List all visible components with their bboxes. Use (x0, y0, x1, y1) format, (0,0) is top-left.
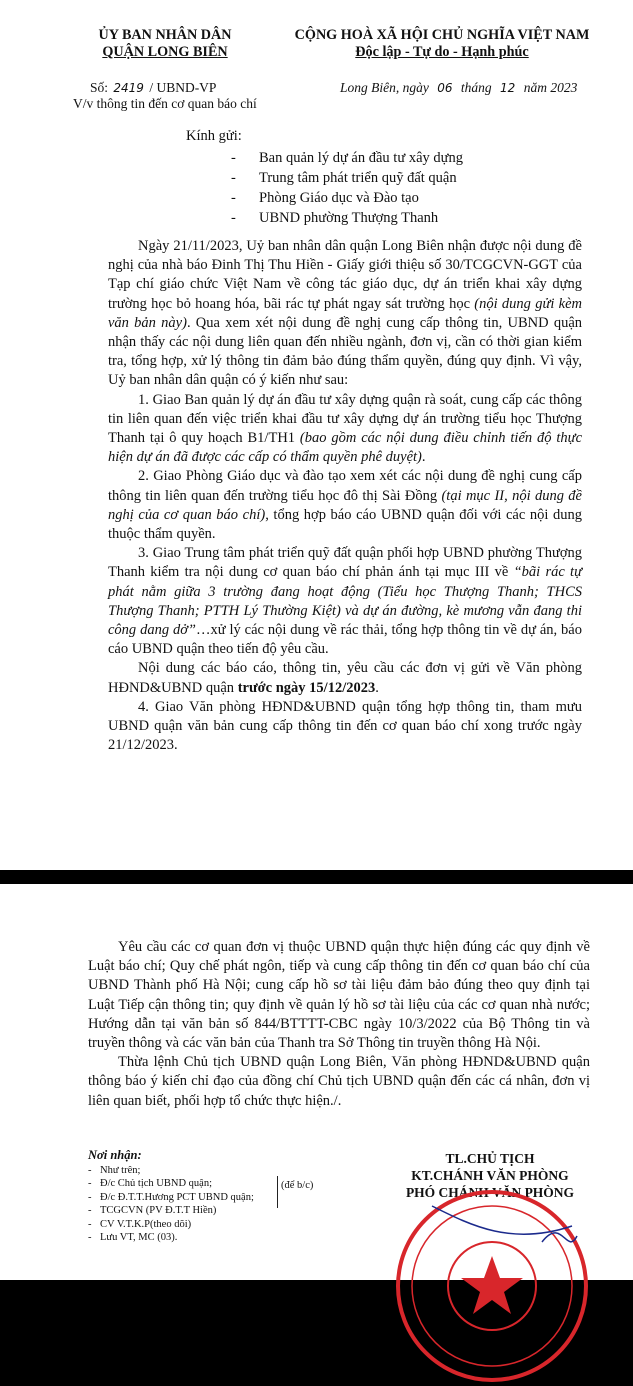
document-number-value: 2419 (113, 81, 144, 95)
national-motto (268, 27, 616, 61)
paragraph-requirements: Yêu cầu các cơ quan đơn vị thuộc UBND quận thực hiện đúng các quy định về Luật báo chí; Quy chế phát ngôn, tiếp và cung cấp thông tin đến cơ quan báo chí của UBND Thành phố Hà Nội; cung cấp hồ sơ tài liệu đảm bảo đúng theo quy định tại Luật Tiếp cận thông tin; quy định về quản lý hồ sơ tài liệu của các cơ quan nhà nước; Hướng dẫn tại văn bản số 844/BTTTT-CBC ngày 10/3/2022 của Bộ Thông tin và truyền thông và các văn bản của Thanh tra Sở Thông tin truyền thông Hà Nội. (88, 939, 590, 1052)
paragraph-item-4: 4. Giao Văn phòng HĐND&UBND quận tổng hợp thông tin, tham mưu UBND quận văn bản cung cấp thông tin đến cơ quan báo chí xong trước ngày 21/12/2023. (108, 698, 582, 754)
document-number: Số: 2419 / UBND-VP (90, 80, 217, 95)
date-day: 06 (437, 81, 453, 95)
paragraph-item-3: 3. Giao Trung tâm phát triển quỹ đất quận phối hợp UBND phường Thượng Thanh kiểm tra nội dung cơ quan báo chí phản ánh tại mục III về “bãi rác tự phát nằm giữa 3 trường đang hoạt động (Tiểu học Thượng Thanh; THCS Thượng Thanh; PTTH Lý Thường Kiệt) và dự án đường, kè mương vẫn đang thi công dang dở”…xử lý các nội dung về rác thải, tổng hợp thông tin về dự án, báo cáo UBND quận theo tiến độ yêu cầu. (108, 545, 582, 658)
nation-line-2: Độc lập - Tự do - Hạnh phúc (355, 44, 529, 60)
distribution-item: - Đ/c Đ.T.T.Hương PCT UBND quận; (88, 1191, 254, 1204)
distribution-item: - Lưu VT, MC (03). (88, 1231, 254, 1244)
body-page-1 (108, 237, 582, 755)
signature-line-2: KT.CHÁNH VĂN PHÒNG (411, 1168, 569, 1183)
paragraph-deadline: Nội dung các báo cáo, thông tin, yêu cầu các đơn vị gửi về Văn phòng HĐND&UBND quận trước ngày 15/12/2023. (108, 660, 582, 696)
document-subject: V/v thông tin đến cơ quan báo chí (73, 96, 257, 111)
group-brace (277, 1176, 278, 1208)
recipient-item: - Phòng Giáo dục và Đào tạo (231, 188, 463, 208)
org-line-2: QUẬN LONG BIÊN (102, 44, 228, 60)
document-date: Long Biên, ngày 06 tháng 12 năm 2023 (340, 80, 578, 95)
distribution-list (88, 1164, 254, 1244)
recipient-item: - Ban quản lý dự án đầu tư xây dựng (231, 148, 463, 168)
group-note: (để b/c) (281, 1180, 314, 1191)
recipient-item: - UBND phường Thượng Thanh (231, 208, 463, 228)
signature-line-1: TL.CHỦ TỊCH (445, 1151, 535, 1166)
date-month: 12 (500, 81, 516, 95)
recipients-title: Nơi nhận: (88, 1148, 142, 1162)
recipient-item: - Trung tâm phát triển quỹ đất quận (231, 168, 463, 188)
issuing-organization (95, 27, 235, 61)
official-seal-icon (392, 1186, 592, 1386)
distribution-item: - Như trên; (88, 1164, 254, 1177)
paragraph-authorization: Thừa lệnh Chủ tịch UBND quận Long Biên, Văn phòng HĐND&UBND quận thông báo ý kiến chỉ đạo của đồng chí Chủ tịch UBND quận đến các cá nhân, đơn vị liên quan biết, phối hợp tổ chức thực hiện./. (88, 1054, 590, 1109)
paragraph-item-2: 2. Giao Phòng Giáo dục và đào tạo xem xét các nội dung đề nghị cung cấp thông tin liên quan đến trường tiểu học đô thị Sài Đồng (tại mục II, nội dung đề nghị của cơ quan báo chí), tổng hợp báo cáo UBND quận đối với các nội dung thuộc thẩm quyền. (108, 468, 582, 543)
recipient-list (231, 148, 463, 228)
distribution-item: - TCGCVN (PV Đ.T.T Hiền) (88, 1204, 254, 1217)
paragraph-item-1: 1. Giao Ban quản lý dự án đầu tư xây dựng quận rà soát, cung cấp các thông tin liên quan đến việc triển khai đầu tư xây dựng dự án trường tiểu học Thượng Thanh tại ô quy hoạch B1/TH1 (bao gồm các nội dung điều chỉnh tiến độ thực hiện dự án đã được các cấp có thẩm quyền phê duyệt). (108, 391, 583, 466)
org-line-1: ỦY BAN NHÂN DÂN (98, 27, 232, 43)
nation-line-1: CỘNG HOÀ XÃ HỘI CHỦ NGHĨA VIỆT NAM (294, 27, 590, 43)
distribution-item: - CV V.T.K.P(theo dõi) (88, 1218, 254, 1231)
paragraph-intro: Ngày 21/11/2023, Uỷ ban nhân dân quận Long Biên nhận được nội dung đề nghị của nhà báo Đinh Thị Thu Hiền - Giấy giới thiệu số 30/TCGCVN-GGT của Tạp chí giáo chức Việt Nam về công tác giáo dục, dự án triển khai xây dựng trường học bỏ hoang hóa, bãi rác tự phát ngay sát trường học (nội dung gửi kèm văn bản này). Qua xem xét nội dung đề nghị cung cấp thông tin, UBND quận nhận thấy các nội dung liên quan đến nhiều ngành, đơn vị, cần có thời gian kiểm tra, tổng hợp, xử lý thông tin đảm bảo đúng thẩm quyền, đúng quy định. Vì vậy, Uỷ ban nhân dân quận có ý kiến như sau: (108, 238, 583, 389)
greeting: Kính gửi: (186, 128, 242, 144)
signature-line-3: PHÓ CHÁNH VĂN PHÒNG (405, 1185, 575, 1200)
distribution-item: - Đ/c Chủ tịch UBND quận; (88, 1177, 254, 1190)
body-page-2 (88, 938, 590, 1111)
